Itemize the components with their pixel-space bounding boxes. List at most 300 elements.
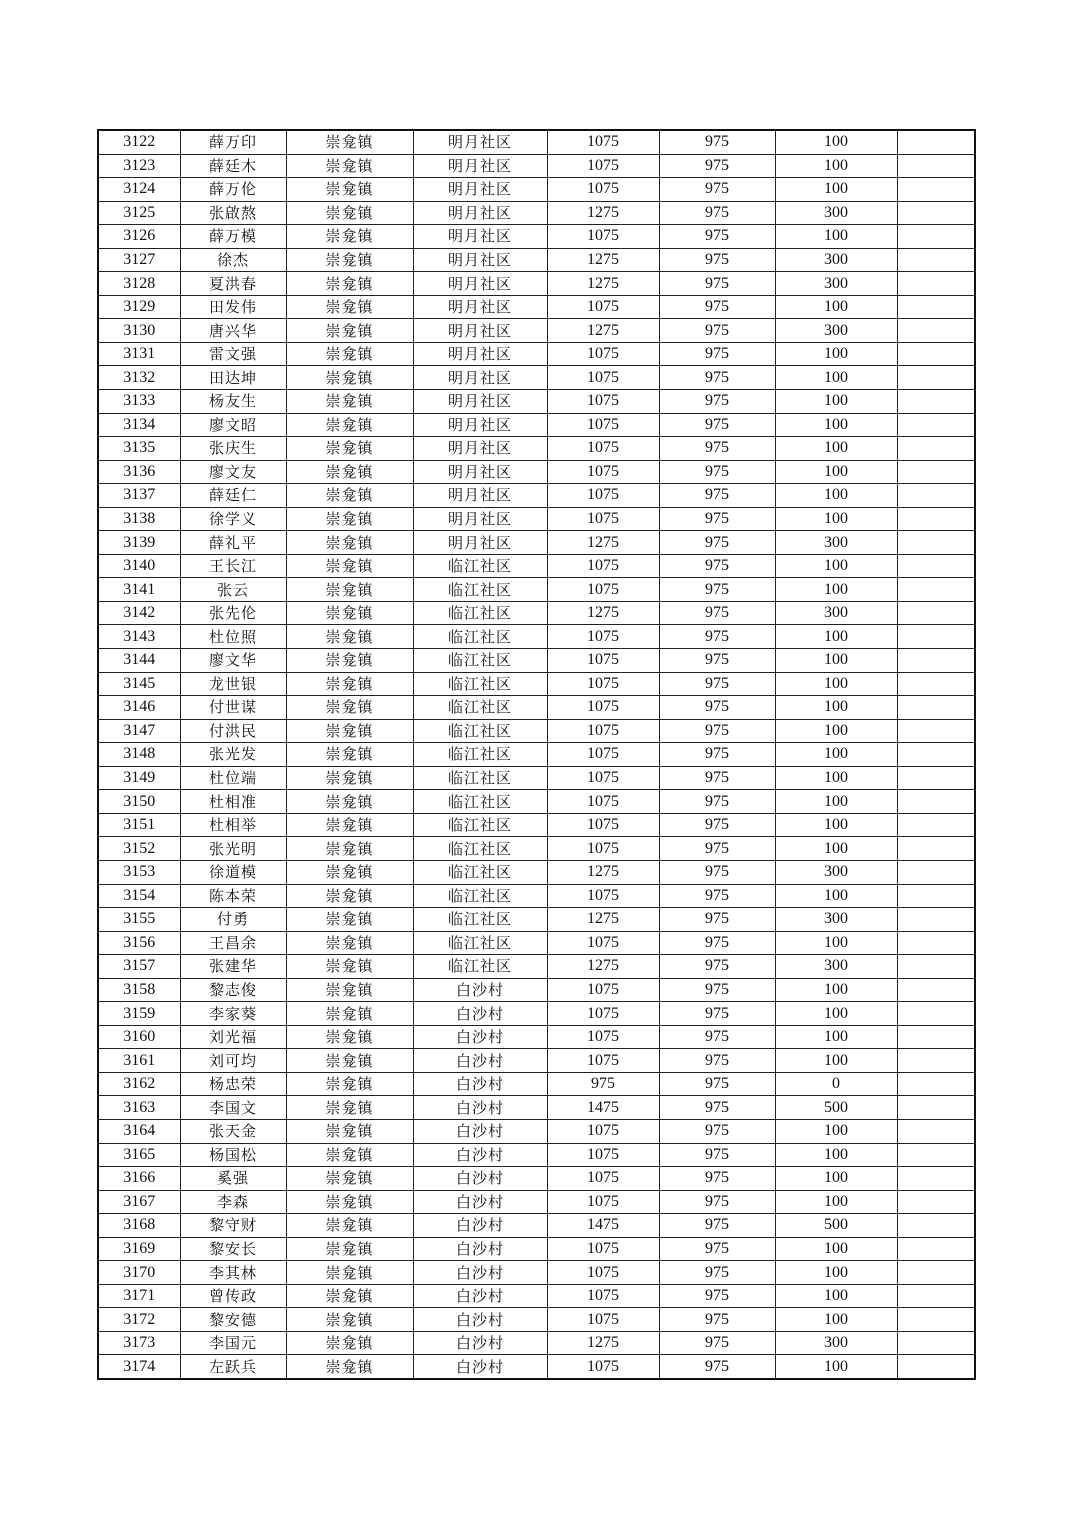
amount-difference-cell: 100 — [775, 1355, 897, 1379]
town-cell: 崇龛镇 — [286, 1096, 413, 1120]
town-cell: 崇龛镇 — [286, 1261, 413, 1285]
remark-cell — [897, 531, 975, 555]
amount-base-cell: 975 — [659, 672, 775, 696]
amount-base-cell: 975 — [659, 1096, 775, 1120]
table-row — [98, 460, 975, 484]
remark-cell — [897, 295, 975, 319]
amount-base-cell: 975 — [659, 1072, 775, 1096]
town-cell: 崇龛镇 — [286, 554, 413, 578]
serial-number-cell: 3160 — [98, 1025, 180, 1049]
amount-total-cell: 1075 — [547, 625, 659, 649]
community-cell: 白沙村 — [413, 1331, 547, 1355]
amount-base-cell: 975 — [659, 366, 775, 390]
amount-total-cell: 1275 — [547, 1331, 659, 1355]
remark-cell — [897, 978, 975, 1002]
remark-cell — [897, 672, 975, 696]
town-cell: 崇龛镇 — [286, 413, 413, 437]
table-row — [98, 531, 975, 555]
person-name-cell: 夏洪春 — [180, 272, 286, 296]
serial-number-cell: 3124 — [98, 178, 180, 202]
community-cell: 临江社区 — [413, 884, 547, 908]
amount-base-cell: 975 — [659, 1143, 775, 1167]
remark-cell — [897, 649, 975, 673]
community-cell: 白沙村 — [413, 1049, 547, 1073]
amount-total-cell: 1075 — [547, 884, 659, 908]
town-cell: 崇龛镇 — [286, 484, 413, 508]
remark-cell — [897, 1284, 975, 1308]
serial-number-cell: 3143 — [98, 625, 180, 649]
amount-base-cell: 975 — [659, 813, 775, 837]
person-name-cell: 曾传政 — [180, 1284, 286, 1308]
person-name-cell: 付世谋 — [180, 696, 286, 720]
amount-total-cell: 1075 — [547, 507, 659, 531]
community-cell: 明月社区 — [413, 225, 547, 249]
table-row — [98, 837, 975, 861]
remark-cell — [897, 319, 975, 343]
amount-total-cell: 1275 — [547, 272, 659, 296]
serial-number-cell: 3146 — [98, 696, 180, 720]
town-cell: 崇龛镇 — [286, 790, 413, 814]
amount-total-cell: 1075 — [547, 978, 659, 1002]
amount-difference-cell: 100 — [775, 578, 897, 602]
amount-base-cell: 975 — [659, 696, 775, 720]
serial-number-cell: 3153 — [98, 860, 180, 884]
table-row — [98, 1143, 975, 1167]
town-cell: 崇龛镇 — [286, 1119, 413, 1143]
town-cell: 崇龛镇 — [286, 248, 413, 272]
community-cell: 临江社区 — [413, 649, 547, 673]
remark-cell — [897, 860, 975, 884]
person-name-cell: 雷文强 — [180, 342, 286, 366]
amount-base-cell: 975 — [659, 319, 775, 343]
amount-total-cell: 1075 — [547, 790, 659, 814]
community-cell: 白沙村 — [413, 1119, 547, 1143]
person-name-cell: 杨忠荣 — [180, 1072, 286, 1096]
amount-total-cell: 1075 — [547, 813, 659, 837]
amount-total-cell: 1075 — [547, 696, 659, 720]
table-row — [98, 225, 975, 249]
serial-number-cell: 3149 — [98, 766, 180, 790]
amount-total-cell: 1275 — [547, 955, 659, 979]
serial-number-cell: 3152 — [98, 837, 180, 861]
amount-total-cell: 1075 — [547, 837, 659, 861]
remark-cell — [897, 1025, 975, 1049]
amount-difference-cell: 100 — [775, 484, 897, 508]
community-cell: 明月社区 — [413, 366, 547, 390]
community-cell: 白沙村 — [413, 1190, 547, 1214]
community-cell: 临江社区 — [413, 860, 547, 884]
serial-number-cell: 3148 — [98, 743, 180, 767]
serial-number-cell: 3157 — [98, 955, 180, 979]
community-cell: 临江社区 — [413, 766, 547, 790]
town-cell: 崇龛镇 — [286, 342, 413, 366]
amount-difference-cell: 100 — [775, 766, 897, 790]
amount-base-cell: 975 — [659, 955, 775, 979]
amount-difference-cell: 300 — [775, 1331, 897, 1355]
person-name-cell: 徐道模 — [180, 860, 286, 884]
table-row — [98, 672, 975, 696]
amount-total-cell: 1075 — [547, 578, 659, 602]
table-row — [98, 366, 975, 390]
town-cell: 崇龛镇 — [286, 295, 413, 319]
amount-difference-cell: 300 — [775, 248, 897, 272]
table-row — [98, 130, 975, 154]
amount-difference-cell: 300 — [775, 908, 897, 932]
amount-total-cell: 1075 — [547, 178, 659, 202]
serial-number-cell: 3164 — [98, 1119, 180, 1143]
amount-base-cell: 975 — [659, 1308, 775, 1332]
amount-total-cell: 1275 — [547, 201, 659, 225]
roster-table — [97, 129, 976, 1380]
amount-total-cell: 1075 — [547, 719, 659, 743]
table-row — [98, 1355, 975, 1379]
amount-base-cell: 975 — [659, 1002, 775, 1026]
table-row — [98, 1331, 975, 1355]
table-row — [98, 413, 975, 437]
amount-base-cell: 975 — [659, 460, 775, 484]
community-cell: 明月社区 — [413, 272, 547, 296]
town-cell: 崇龛镇 — [286, 578, 413, 602]
remark-cell — [897, 366, 975, 390]
amount-base-cell: 975 — [659, 130, 775, 154]
person-name-cell: 徐杰 — [180, 248, 286, 272]
amount-base-cell: 975 — [659, 390, 775, 414]
amount-base-cell: 975 — [659, 507, 775, 531]
town-cell: 崇龛镇 — [286, 319, 413, 343]
remark-cell — [897, 1167, 975, 1191]
serial-number-cell: 3128 — [98, 272, 180, 296]
serial-number-cell: 3138 — [98, 507, 180, 531]
table-row — [98, 201, 975, 225]
community-cell: 明月社区 — [413, 484, 547, 508]
amount-total-cell: 1075 — [547, 766, 659, 790]
amount-base-cell: 975 — [659, 1049, 775, 1073]
remark-cell — [897, 1143, 975, 1167]
amount-base-cell: 975 — [659, 201, 775, 225]
serial-number-cell: 3165 — [98, 1143, 180, 1167]
amount-base-cell: 975 — [659, 860, 775, 884]
table-row — [98, 1237, 975, 1261]
amount-base-cell: 975 — [659, 178, 775, 202]
table-row — [98, 1002, 975, 1026]
amount-total-cell: 1275 — [547, 601, 659, 625]
amount-base-cell: 975 — [659, 248, 775, 272]
table-row — [98, 507, 975, 531]
amount-base-cell: 975 — [659, 154, 775, 178]
amount-difference-cell: 100 — [775, 1284, 897, 1308]
remark-cell — [897, 743, 975, 767]
community-cell: 明月社区 — [413, 437, 547, 461]
town-cell: 崇龛镇 — [286, 978, 413, 1002]
table-row — [98, 1214, 975, 1238]
town-cell: 崇龛镇 — [286, 1284, 413, 1308]
remark-cell — [897, 884, 975, 908]
serial-number-cell: 3161 — [98, 1049, 180, 1073]
community-cell: 明月社区 — [413, 154, 547, 178]
amount-total-cell: 1075 — [547, 1025, 659, 1049]
table-row — [98, 743, 975, 767]
remark-cell — [897, 1237, 975, 1261]
town-cell: 崇龛镇 — [286, 1143, 413, 1167]
amount-total-cell: 1075 — [547, 1355, 659, 1379]
serial-number-cell: 3173 — [98, 1331, 180, 1355]
town-cell: 崇龛镇 — [286, 931, 413, 955]
town-cell: 崇龛镇 — [286, 1331, 413, 1355]
person-name-cell: 张光明 — [180, 837, 286, 861]
person-name-cell: 杜相举 — [180, 813, 286, 837]
amount-difference-cell: 100 — [775, 743, 897, 767]
person-name-cell: 付洪民 — [180, 719, 286, 743]
remark-cell — [897, 719, 975, 743]
table-row — [98, 554, 975, 578]
table-row — [98, 272, 975, 296]
amount-difference-cell: 100 — [775, 1049, 897, 1073]
amount-difference-cell: 100 — [775, 1190, 897, 1214]
amount-total-cell: 1075 — [547, 1237, 659, 1261]
amount-total-cell: 1075 — [547, 295, 659, 319]
amount-base-cell: 975 — [659, 578, 775, 602]
amount-difference-cell: 100 — [775, 837, 897, 861]
table-row — [98, 1284, 975, 1308]
table-row — [98, 1025, 975, 1049]
amount-base-cell: 975 — [659, 601, 775, 625]
table-row — [98, 860, 975, 884]
serial-number-cell: 3140 — [98, 554, 180, 578]
amount-difference-cell: 300 — [775, 201, 897, 225]
amount-total-cell: 1075 — [547, 931, 659, 955]
person-name-cell: 黎安长 — [180, 1237, 286, 1261]
person-name-cell: 李国文 — [180, 1096, 286, 1120]
town-cell: 崇龛镇 — [286, 625, 413, 649]
table-row — [98, 1308, 975, 1332]
remark-cell — [897, 931, 975, 955]
amount-difference-cell: 100 — [775, 1119, 897, 1143]
amount-difference-cell: 100 — [775, 1308, 897, 1332]
table-row — [98, 813, 975, 837]
serial-number-cell: 3122 — [98, 130, 180, 154]
table-row — [98, 437, 975, 461]
community-cell: 明月社区 — [413, 507, 547, 531]
amount-total-cell: 1475 — [547, 1214, 659, 1238]
amount-total-cell: 1075 — [547, 154, 659, 178]
community-cell: 白沙村 — [413, 1002, 547, 1026]
serial-number-cell: 3168 — [98, 1214, 180, 1238]
person-name-cell: 龙世银 — [180, 672, 286, 696]
serial-number-cell: 3130 — [98, 319, 180, 343]
town-cell: 崇龛镇 — [286, 955, 413, 979]
remark-cell — [897, 1049, 975, 1073]
community-cell: 临江社区 — [413, 625, 547, 649]
town-cell: 崇龛镇 — [286, 390, 413, 414]
remark-cell — [897, 625, 975, 649]
remark-cell — [897, 696, 975, 720]
serial-number-cell: 3139 — [98, 531, 180, 555]
amount-total-cell: 1075 — [547, 413, 659, 437]
serial-number-cell: 3141 — [98, 578, 180, 602]
table-row — [98, 390, 975, 414]
remark-cell — [897, 1119, 975, 1143]
remark-cell — [897, 413, 975, 437]
table-row — [98, 248, 975, 272]
table-row — [98, 178, 975, 202]
amount-difference-cell: 100 — [775, 696, 897, 720]
table-row — [98, 908, 975, 932]
town-cell: 崇龛镇 — [286, 272, 413, 296]
community-cell: 明月社区 — [413, 130, 547, 154]
amount-difference-cell: 100 — [775, 413, 897, 437]
town-cell: 崇龛镇 — [286, 1049, 413, 1073]
person-name-cell: 刘可均 — [180, 1049, 286, 1073]
community-cell: 明月社区 — [413, 201, 547, 225]
person-name-cell: 张建华 — [180, 955, 286, 979]
amount-total-cell: 1075 — [547, 1119, 659, 1143]
remark-cell — [897, 766, 975, 790]
community-cell: 临江社区 — [413, 554, 547, 578]
amount-total-cell: 1275 — [547, 860, 659, 884]
town-cell: 崇龛镇 — [286, 1002, 413, 1026]
remark-cell — [897, 1190, 975, 1214]
town-cell: 崇龛镇 — [286, 154, 413, 178]
amount-total-cell: 1075 — [547, 554, 659, 578]
amount-difference-cell: 100 — [775, 813, 897, 837]
amount-base-cell: 975 — [659, 484, 775, 508]
person-name-cell: 陈本荣 — [180, 884, 286, 908]
serial-number-cell: 3163 — [98, 1096, 180, 1120]
amount-difference-cell: 100 — [775, 225, 897, 249]
amount-base-cell: 975 — [659, 1331, 775, 1355]
remark-cell — [897, 484, 975, 508]
community-cell: 临江社区 — [413, 931, 547, 955]
town-cell: 崇龛镇 — [286, 813, 413, 837]
amount-base-cell: 975 — [659, 1237, 775, 1261]
community-cell: 临江社区 — [413, 696, 547, 720]
remark-cell — [897, 507, 975, 531]
town-cell: 崇龛镇 — [286, 201, 413, 225]
amount-difference-cell: 300 — [775, 531, 897, 555]
amount-total-cell: 1075 — [547, 130, 659, 154]
town-cell: 崇龛镇 — [286, 178, 413, 202]
table-row — [98, 955, 975, 979]
table-row — [98, 1119, 975, 1143]
person-name-cell: 杜位照 — [180, 625, 286, 649]
serial-number-cell: 3142 — [98, 601, 180, 625]
amount-difference-cell: 100 — [775, 437, 897, 461]
amount-base-cell: 975 — [659, 931, 775, 955]
community-cell: 临江社区 — [413, 719, 547, 743]
person-name-cell: 薛礼平 — [180, 531, 286, 555]
community-cell: 白沙村 — [413, 1237, 547, 1261]
amount-difference-cell: 100 — [775, 390, 897, 414]
amount-base-cell: 975 — [659, 1355, 775, 1379]
community-cell: 明月社区 — [413, 413, 547, 437]
town-cell: 崇龛镇 — [286, 531, 413, 555]
community-cell: 明月社区 — [413, 248, 547, 272]
amount-base-cell: 975 — [659, 978, 775, 1002]
remark-cell — [897, 154, 975, 178]
amount-base-cell: 975 — [659, 295, 775, 319]
amount-difference-cell: 100 — [775, 295, 897, 319]
table-row — [98, 696, 975, 720]
serial-number-cell: 3126 — [98, 225, 180, 249]
remark-cell — [897, 1002, 975, 1026]
remark-cell — [897, 1331, 975, 1355]
remark-cell — [897, 837, 975, 861]
amount-total-cell: 1075 — [547, 484, 659, 508]
community-cell: 白沙村 — [413, 1025, 547, 1049]
community-cell: 临江社区 — [413, 743, 547, 767]
person-name-cell: 黎守财 — [180, 1214, 286, 1238]
remark-cell — [897, 790, 975, 814]
serial-number-cell: 3137 — [98, 484, 180, 508]
serial-number-cell: 3123 — [98, 154, 180, 178]
amount-total-cell: 975 — [547, 1072, 659, 1096]
table-row — [98, 884, 975, 908]
amount-total-cell: 1075 — [547, 1261, 659, 1285]
amount-difference-cell: 100 — [775, 154, 897, 178]
person-name-cell: 杨友生 — [180, 390, 286, 414]
town-cell: 崇龛镇 — [286, 743, 413, 767]
remark-cell — [897, 1355, 975, 1379]
amount-base-cell: 975 — [659, 272, 775, 296]
community-cell: 明月社区 — [413, 342, 547, 366]
town-cell: 崇龛镇 — [286, 719, 413, 743]
person-name-cell: 付勇 — [180, 908, 286, 932]
amount-difference-cell: 100 — [775, 884, 897, 908]
remark-cell — [897, 813, 975, 837]
person-name-cell: 廖文华 — [180, 649, 286, 673]
amount-difference-cell: 100 — [775, 625, 897, 649]
person-name-cell: 黎志俊 — [180, 978, 286, 1002]
amount-total-cell: 1075 — [547, 225, 659, 249]
town-cell: 崇龛镇 — [286, 460, 413, 484]
town-cell: 崇龛镇 — [286, 766, 413, 790]
remark-cell — [897, 1096, 975, 1120]
community-cell: 临江社区 — [413, 578, 547, 602]
amount-difference-cell: 500 — [775, 1214, 897, 1238]
amount-difference-cell: 300 — [775, 601, 897, 625]
person-name-cell: 奚强 — [180, 1167, 286, 1191]
community-cell: 明月社区 — [413, 460, 547, 484]
remark-cell — [897, 437, 975, 461]
person-name-cell: 唐兴华 — [180, 319, 286, 343]
serial-number-cell: 3158 — [98, 978, 180, 1002]
table-row — [98, 1261, 975, 1285]
amount-total-cell: 1275 — [547, 319, 659, 343]
town-cell: 崇龛镇 — [286, 1214, 413, 1238]
amount-total-cell: 1075 — [547, 1002, 659, 1026]
amount-difference-cell: 100 — [775, 507, 897, 531]
amount-base-cell: 975 — [659, 531, 775, 555]
serial-number-cell: 3147 — [98, 719, 180, 743]
person-name-cell: 薛廷仁 — [180, 484, 286, 508]
community-cell: 临江社区 — [413, 601, 547, 625]
town-cell: 崇龛镇 — [286, 908, 413, 932]
town-cell: 崇龛镇 — [286, 1237, 413, 1261]
person-name-cell: 田发伟 — [180, 295, 286, 319]
amount-difference-cell: 100 — [775, 1261, 897, 1285]
amount-difference-cell: 100 — [775, 1143, 897, 1167]
person-name-cell: 张啟熬 — [180, 201, 286, 225]
table-row — [98, 719, 975, 743]
amount-total-cell: 1075 — [547, 1167, 659, 1191]
person-name-cell: 杜位端 — [180, 766, 286, 790]
remark-cell — [897, 578, 975, 602]
amount-total-cell: 1075 — [547, 743, 659, 767]
amount-base-cell: 975 — [659, 719, 775, 743]
amount-base-cell: 975 — [659, 554, 775, 578]
serial-number-cell: 3170 — [98, 1261, 180, 1285]
person-name-cell: 薛万模 — [180, 225, 286, 249]
